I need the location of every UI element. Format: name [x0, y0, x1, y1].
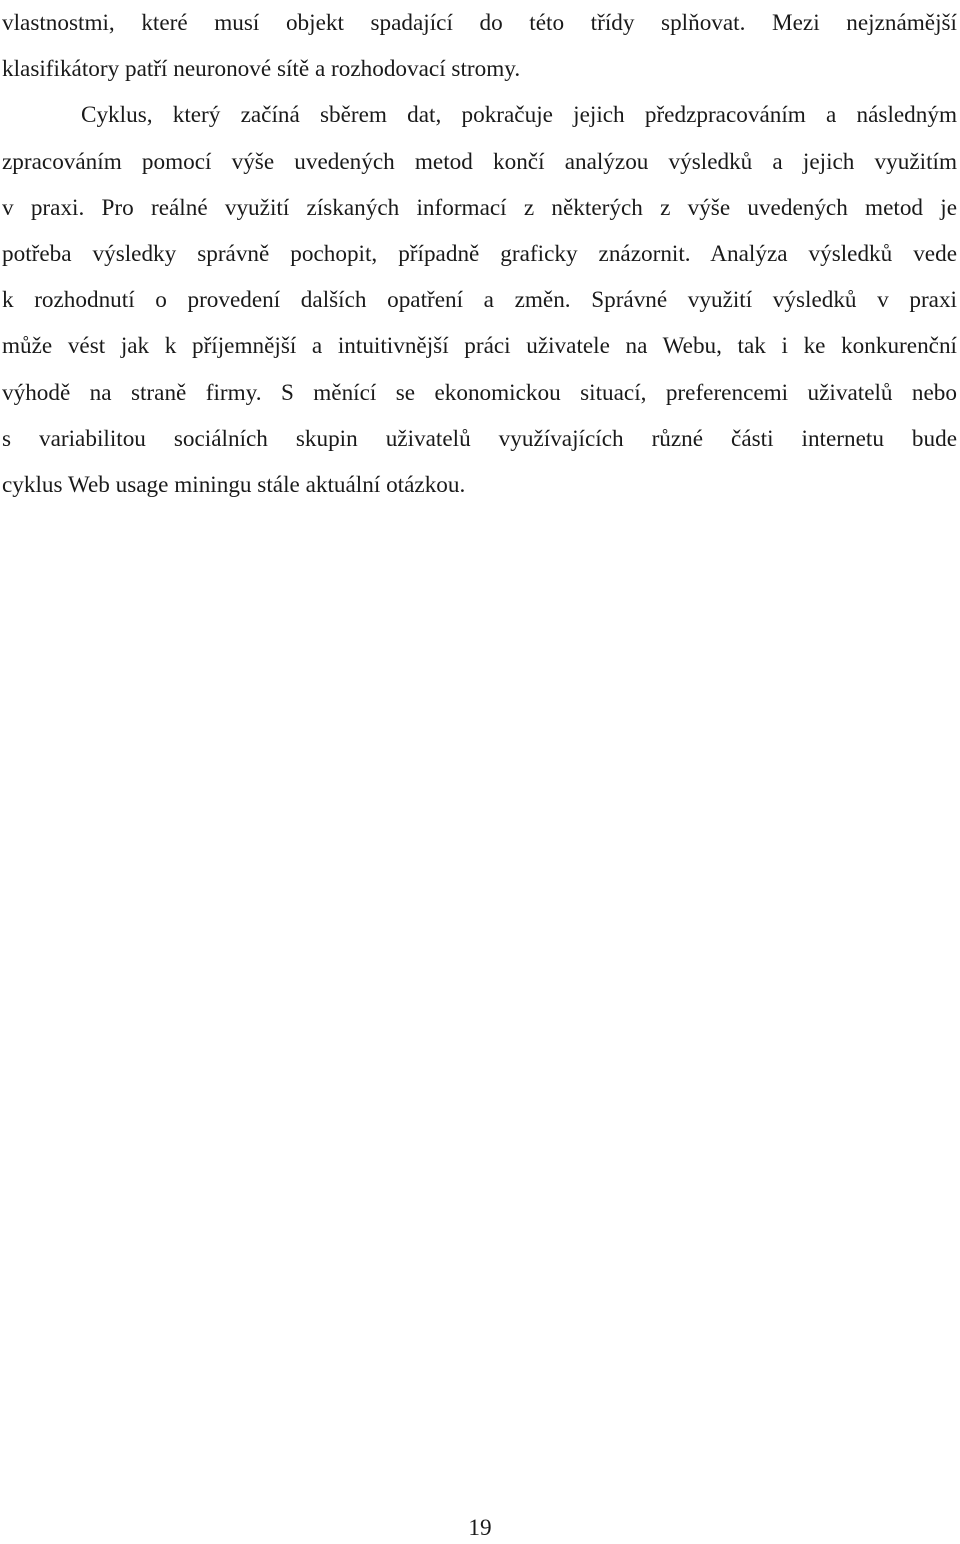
text-line: s variabilitou sociálních skupin uživatelů využívajících různé části internetu bude — [2, 425, 957, 452]
text-line: výhodě na straně firmy. S měnící se ekonomickou situací, preferencemi uživatelů nebo — [2, 379, 957, 406]
text-line: klasifikátory patří neuronové sítě a rozhodovací stromy. — [2, 56, 521, 83]
paragraph-mining-cycle — [2, 92, 957, 508]
text-line: vlastnostmi, které musí objekt spadající do této třídy splňovat. Mezi nejznámější — [2, 10, 957, 36]
text-line: potřeba výsledky správně pochopit, případně graficky znázornit. Analýza výsledků vede — [2, 241, 957, 268]
text-line: k rozhodnutí o provedení dalších opatření a změn. Správné využití výsledků v praxi — [2, 287, 957, 314]
text-line: v praxi. Pro reálné využití získaných informací z některých z výše uvedených metod je — [2, 194, 957, 221]
text-line: cyklus Web usage miningu stále aktuální otázkou. — [2, 472, 466, 499]
paragraph-classifiers — [2, 0, 957, 92]
text-line: zpracováním pomocí výše uvedených metod končí analýzou výsledků a jejich využitím — [2, 148, 957, 175]
text-line: může vést jak k příjemnější a intuitivnější práci uživatele na Webu, tak i ke konkurenční — [2, 333, 957, 360]
body-text — [2, 0, 957, 508]
text-line: Cyklus, který začíná sběrem dat, pokračuje jejich předzpracováním a následným — [81, 102, 957, 129]
page-number: 19 — [468, 1515, 492, 1541]
